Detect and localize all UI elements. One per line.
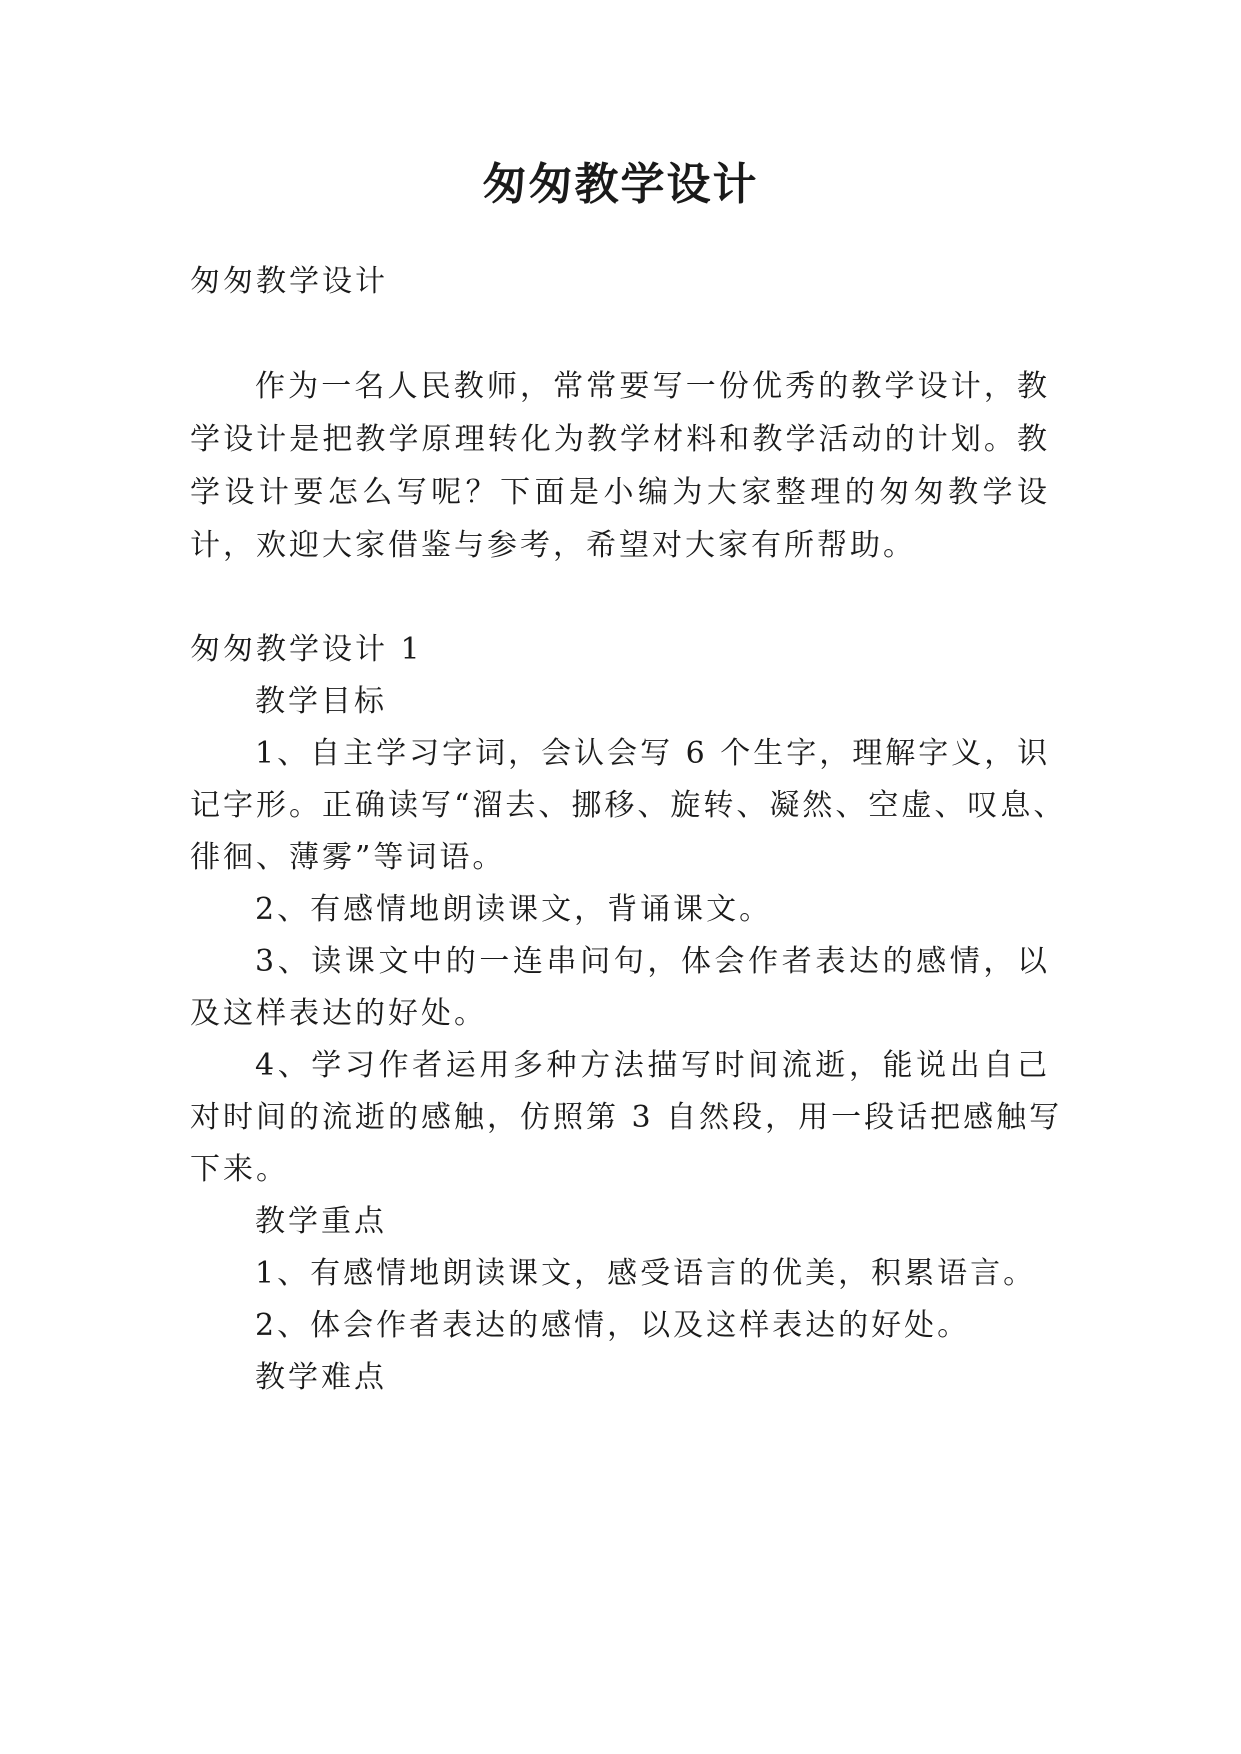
goals-heading: 教学目标 bbox=[255, 684, 387, 719]
intro-line-2: 学设计是把教学原理转化为教学材料和教学活动的计划。教 bbox=[190, 422, 1050, 457]
goal-1-line-3: 徘徊、薄雾”等词语。 bbox=[190, 840, 506, 875]
goal-3-line-1: 3、读课文中的一连串问句，体会作者表达的感情，以 bbox=[255, 944, 1050, 979]
key-point-1: 1、有感情地朗读课文，感受语言的优美，积累语言。 bbox=[255, 1256, 1037, 1291]
goal-1-line-1: 1、自主学习字词，会认会写 6 个生字，理解字义，识 bbox=[255, 736, 1051, 771]
subtitle: 匆匆教学设计 bbox=[190, 264, 388, 299]
intro-line-3: 学设计要怎么写呢？下面是小编为大家整理的匆匆教学设 bbox=[190, 475, 1050, 510]
goal-3-line-2: 及这样表达的好处。 bbox=[190, 996, 487, 1031]
goal-2: 2、有感情地朗读课文，背诵课文。 bbox=[255, 892, 773, 927]
goal-4-line-3: 下来。 bbox=[190, 1152, 289, 1187]
goal-4-line-2: 对时间的流逝的感触，仿照第 3 自然段，用一段话把感触写 bbox=[190, 1100, 1063, 1135]
difficulty-heading: 教学难点 bbox=[255, 1360, 387, 1395]
key-points-heading: 教学重点 bbox=[255, 1204, 387, 1239]
goal-4-line-1: 4、学习作者运用多种方法描写时间流逝，能说出自己 bbox=[255, 1048, 1050, 1083]
intro-line-4: 计，欢迎大家借鉴与参考，希望对大家有所帮助。 bbox=[190, 528, 916, 563]
intro-line-1: 作为一名人民教师，常常要写一份优秀的教学设计，教 bbox=[255, 369, 1050, 404]
section-title: 匆匆教学设计 1 bbox=[190, 632, 423, 667]
key-point-2: 2、体会作者表达的感情，以及这样表达的好处。 bbox=[255, 1308, 971, 1343]
goal-1-line-2: 记字形。正确读写“溜去、挪移、旋转、凝然、空虚、叹息、 bbox=[190, 788, 1067, 823]
document-title: 匆匆教学设计 bbox=[482, 159, 759, 210]
